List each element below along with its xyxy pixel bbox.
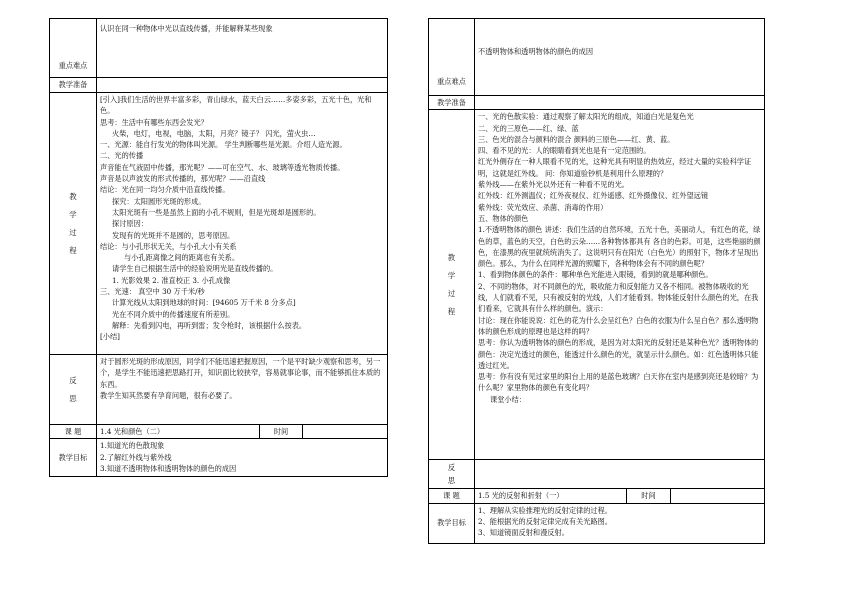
process-line: 一、光的色散实验：通过观察了解太阳光的组成，知道白光是复色光: [478, 112, 694, 122]
process-line: 五、物体的颜色: [478, 213, 529, 223]
process-line: 与小孔距离像之间的距离也有关系。: [124, 253, 240, 263]
reflection-label-char: 思: [69, 393, 77, 403]
goal-item: 1、理解从实验推理光的反射定律的过程。: [478, 505, 612, 515]
goal-item: 2、能根据光的反射定律完成有关光路图。: [478, 516, 612, 526]
teaching-goals-row: [50, 439, 388, 477]
reflection-row: [429, 460, 765, 489]
process-label-char: 过: [69, 227, 77, 237]
process-line: 声音是以声波发的形式传播的，那光呢？——沿直线: [100, 174, 266, 184]
teaching-goals-label: 教学目标: [50, 439, 97, 477]
lesson-time-value: [671, 489, 765, 503]
process-line: 计算光线从太阳到地球的时间：[94605 万千米 8 分多点]: [112, 298, 296, 308]
process-line: 结论：与小孔形状无关，与小孔大小有关系: [100, 241, 237, 251]
process-line: 火柴，电灯，电视，电脑，太阳，月亮？镜子？ 闪光，萤火虫…: [112, 128, 316, 138]
lesson-topic-label: 课 题: [50, 425, 97, 439]
process-line: 结论：光在同一均匀介质中沿直线传播。: [100, 185, 230, 195]
teaching-prep-content: [97, 78, 388, 93]
lesson-time-value: [303, 425, 388, 439]
process-line: 讨论：现在你能说说：红色的花为什么会呈红色？白色的衣服为什么呈白色？那么透明物体的颜色形成的原理也是这样的吗？: [478, 315, 759, 336]
teaching-process-row: [50, 93, 388, 355]
process-line: 太阳光斑有一些是虽然上面的小孔不规则，但是光斑却是圆形的。: [112, 207, 321, 217]
process-line: 一、光源：能自行发光的物体叫光源。 学生判断哪些是光源。介绍人造光源。: [100, 140, 347, 150]
goal-item: 3、知道镜面反射和漫反射。: [478, 528, 569, 538]
process-line: 四、看不见的光：人的眼睛看到光也是有一定范围的。: [478, 146, 651, 156]
process-line: [引入]我们生活的世界丰富多彩，青山绿水，蓝天白云……多姿多彩，五光十色，光和色。: [100, 95, 372, 116]
process-label-char: 学: [447, 270, 456, 280]
process-label-char: 过: [447, 288, 456, 298]
reflection-content: [97, 355, 388, 425]
process-line: 思考：你认为透明物体的颜色的形成，是因为对太阳光的反射还是某种色光？透明物体的颜色：决定光透过的颜色，能透过什么颜色的光，就显示什么颜色。如：红色透明体只能透过红光。: [478, 338, 759, 370]
key-points-row: [50, 19, 388, 78]
process-line: 红外线：红外测温仪；红外夜视仪、红外遥感、红外摄像仪、红外望远镜: [478, 191, 709, 201]
process-label-char: 学: [69, 209, 77, 219]
key-points-label: 重点难点: [50, 19, 97, 78]
reflection-content: [475, 460, 765, 489]
teaching-goals-content: [475, 503, 765, 543]
lesson-topic-label: 课 题: [429, 489, 475, 503]
left-lesson-plan-table: [49, 18, 388, 477]
process-line: 二、光的传播: [100, 151, 144, 161]
teaching-process-content: [475, 110, 765, 460]
lesson-time-label: 时间: [627, 489, 671, 503]
process-line: 1、看到物体颜色的条件：哪种单色光能进入眼镜，看到的就是哪种颜色。: [478, 270, 713, 280]
teaching-goals-content: [97, 439, 388, 477]
process-line: 课堂小结：: [490, 394, 526, 404]
key-points-content: 不透明物体和透明物体的颜色的成因: [475, 19, 765, 96]
reflection-label: [429, 460, 475, 489]
process-line: 红光外侧存在一种人眼看不见的光，这种光具有明显的热效应，经过大量的实验科学证明，这就是红外线。 问：你知道验钞机是利用什么原理的？: [478, 157, 752, 178]
teaching-process-content: [97, 93, 388, 355]
lesson-topic-row: [429, 489, 765, 503]
process-line: 探讨原因：: [112, 219, 148, 229]
process-line: 2、不同的物体，对不同颜色的光，吸收能力和反射能力又各不相同。被物体吸收的光线，人们就看不见，只有被反射的光线，人们才能看到。物体能反射什么颜色的光，在我们看来，它就具有什么样的颜色。演示：: [478, 281, 759, 314]
right-lesson-plan-page: [428, 18, 765, 544]
process-line: 请学生自己根据生活中的经验说明光是直线传播的。: [112, 264, 278, 274]
teaching-prep-label: 教学准备: [429, 96, 475, 110]
lesson-topic-row: [50, 425, 388, 439]
reflection-label-char: 思: [447, 476, 456, 486]
process-label-char: 教: [69, 191, 77, 201]
process-line: 思考：生活中有哪些东西会发光？: [100, 117, 208, 127]
right-lesson-plan-table: [428, 18, 765, 544]
process-line: 发现有的光斑并不是圆的，思考原因。: [112, 230, 235, 240]
teaching-process-row: [429, 110, 765, 460]
reflection-line: 对于圆形光斑的形成原因，同学们不能迅速把握原因，一个是平时缺少观察和思考，另一个，是学生不能迅速把思路打开，知识面比较狭窄，容易就事论事，而不能够抓住本质的东西。: [100, 357, 381, 389]
reflection-row: [50, 355, 388, 425]
key-points-row: [429, 19, 765, 96]
reflection-label: [50, 355, 97, 425]
reflection-line: 教学生知其然要有孕育问题，很有必要了。: [100, 390, 237, 400]
process-line: 三、色光的混合与颜料的混合 颜料的三原色——红、黄、蓝。: [478, 134, 675, 144]
teaching-goals-row: [429, 503, 765, 543]
lesson-topic-value: 1.5 光的反射和折射（一）: [475, 489, 627, 503]
process-line: 1. 光影效果 2. 准直校正 3. 小孔成像: [112, 275, 231, 285]
process-line: 三、光速： 真空中 30 万千米/秒: [100, 287, 205, 297]
reflection-label-char: 反: [447, 463, 456, 473]
process-label-char: 程: [69, 245, 77, 255]
teaching-prep-row: [429, 96, 765, 110]
teaching-prep-row: [50, 78, 388, 93]
lesson-topic-value: 1.4 光和颜色（二）: [97, 425, 260, 439]
teaching-process-label: [50, 93, 97, 355]
process-line: [小结]: [100, 332, 120, 342]
left-lesson-plan-page: [49, 18, 388, 477]
teaching-prep-label: 教学准备: [50, 78, 97, 93]
teaching-process-label: [429, 110, 475, 460]
lesson-time-label: 时间: [260, 425, 303, 439]
key-points-label: 重点难点: [429, 19, 475, 96]
teaching-prep-content: [475, 96, 765, 110]
process-line: 光在不同介质中的传播速度有所差别。: [112, 309, 235, 319]
goal-item: 3.知道不透明物体和透明物体的颜色的成因: [100, 463, 237, 473]
process-line: 解释：先看到闪电，再听到雷；发令枪时，该根据什么按表。: [112, 320, 307, 330]
teaching-goals-label: 教学目标: [429, 503, 475, 543]
process-line: 紫外线——在紫外光以外还有一种看不见的光。: [478, 180, 629, 190]
reflection-label-char: 反: [69, 375, 77, 385]
process-line: 思考：你有没有见过家里的阳台上用的是蓝色玻璃？白天你在室内是感到亮还是较暗？为什么呢？家里物体的颜色有变化吗？: [478, 372, 759, 393]
process-line: 1.不透明物体的颜色 讲述：我们生活的自然环境，五光十色，美丽动人，有红色的花，绿色的草，蓝色的天空，白色的云朵……各种物体都具有 各自的色彩。可是，这些艳丽的颜色，在漆黑的夜里就统统消失了。这说明只有在阳光（白色光）的照射下，物体才呈现出颜色。那么，为什么在同样光源的照耀下，各种物体会有不同的颜色呢？: [478, 225, 761, 269]
process-label-char: 程: [447, 306, 456, 316]
process-line: 二、光的三原色——红、绿、蓝: [478, 123, 579, 133]
key-points-content: 认识在同一种物体中光以直线传播，并能解释某些现象: [97, 19, 388, 78]
process-line: 紫外线：荧光效应、杀菌、消毒的作用）: [478, 202, 608, 212]
process-label-char: 教: [447, 252, 456, 262]
goal-item: 1.知道光的色散现象: [100, 441, 165, 451]
process-line: 声音能在气液固中传播，那光呢？——可在空气、水、玻璃等透光物质传播。: [100, 162, 345, 172]
goal-item: 2.了解红外线与紫外线: [100, 452, 172, 462]
process-line: 探究：太阳圆形光斑的形成。: [112, 196, 206, 206]
